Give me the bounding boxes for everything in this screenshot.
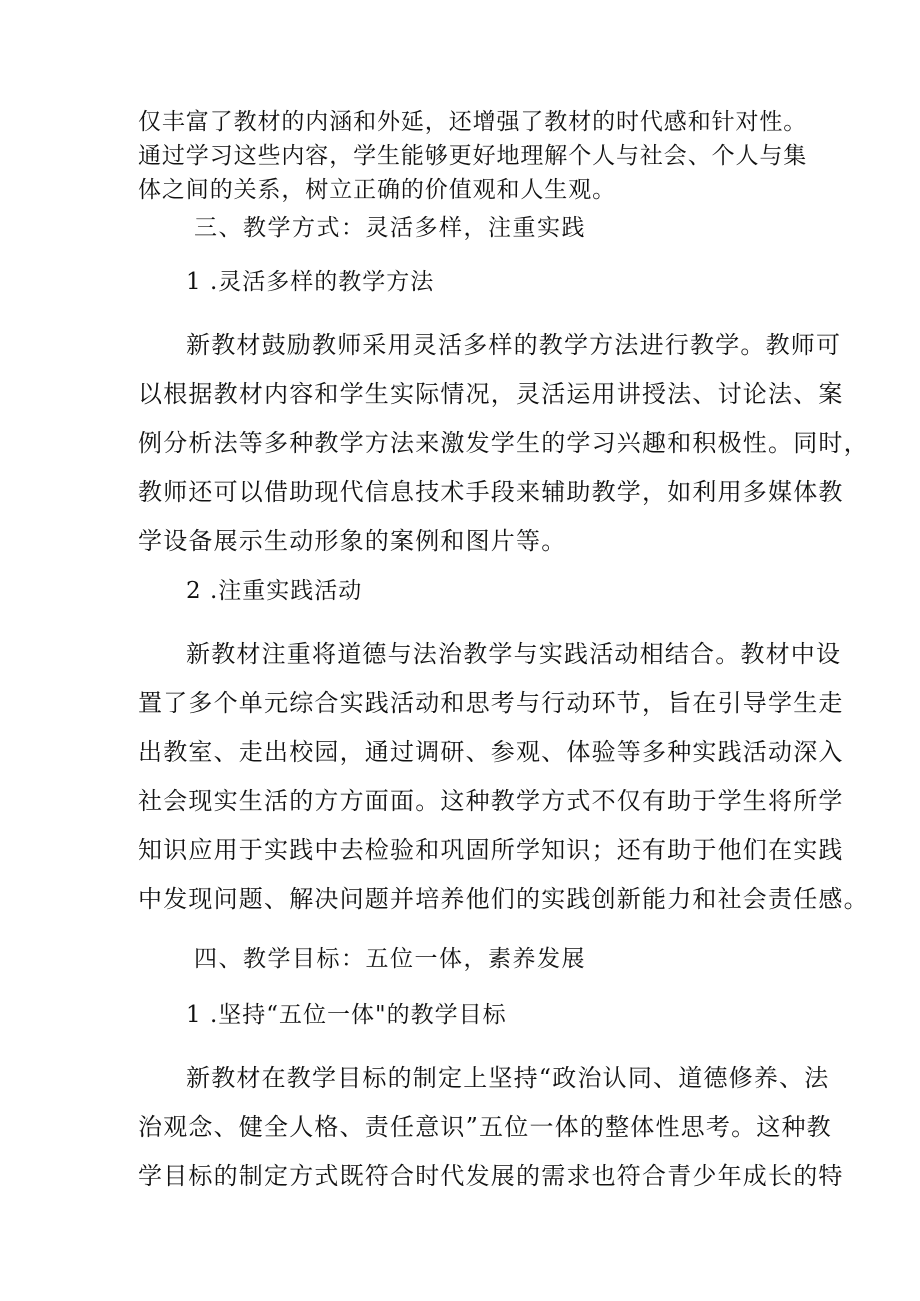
section-3-1-line-4: 教师还可以借助现代信息技术手段来辅助教学，如利用多媒体教	[138, 478, 844, 506]
intro-line-2: 通过学习这些内容，学生能够更好地理解个人与社会、个人与集	[138, 143, 808, 169]
intro-line-1: 仅丰富了教材的内涵和外延，还增强了教材的时代感和针对性。	[138, 109, 808, 135]
section-4-heading: 四、教学目标：五位一体，素养发展	[194, 946, 586, 972]
intro-line-3: 体之间的关系，树立正确的价值观和人生观。	[138, 177, 616, 203]
section-3-1-line-1: 新教材鼓励教师采用灵活多样的教学方法进行教学。教师可	[186, 331, 842, 359]
section-3-heading: 三、教学方式：灵活多样，注重实践	[194, 215, 586, 241]
section-3-2-line-2: 置了多个单元综合实践活动和思考与行动环节，旨在引导学生走	[138, 689, 844, 717]
section-4-1-line-2: 治观念、健全人格、责任意识”五位一体的整体性思考。这种教	[138, 1113, 832, 1141]
section-4-1-line-1: 新教材在教学目标的制定上坚持“政治认同、道德修养、法	[186, 1064, 830, 1092]
section-3-1-line-2: 以根据教材内容和学生实际情况，灵活运用讲授法、讨论法、案	[138, 380, 844, 408]
section-3-1-line-5: 学设备展示生动形象的案例和图片等。	[138, 527, 567, 555]
section-4-1-line-3: 学目标的制定方式既符合时代发展的需求也符合青少年成长的特	[138, 1162, 844, 1190]
section-4-subheading-1: 1 .坚持“五位一体"的教学目标	[186, 1002, 507, 1028]
section-3-2-line-5: 知识应用于实践中去检验和巩固所学知识；还有助于他们在实践	[138, 836, 844, 864]
section-3-1-line-3: 例分析法等多种教学方法来激发学生的学习兴趣和积极性。同时，	[138, 429, 869, 457]
section-3-subheading-2: 2 .注重实践活动	[186, 578, 363, 604]
section-3-2-line-1: 新教材注重将道德与法治教学与实践活动相结合。教材中设	[186, 640, 842, 668]
section-3-2-line-4: 社会现实生活的方方面面。这种教学方式不仅有助于学生将所学	[138, 787, 844, 815]
section-3-subheading-1: 1 .灵活多样的教学方法	[186, 269, 435, 295]
section-3-2-line-3: 出教室、走出校园，通过调研、参观、体验等多种实践活动深入	[138, 738, 844, 766]
section-3-2-line-6: 中发现问题、解决问题并培养他们的实践创新能力和社会责任感。	[138, 885, 869, 913]
